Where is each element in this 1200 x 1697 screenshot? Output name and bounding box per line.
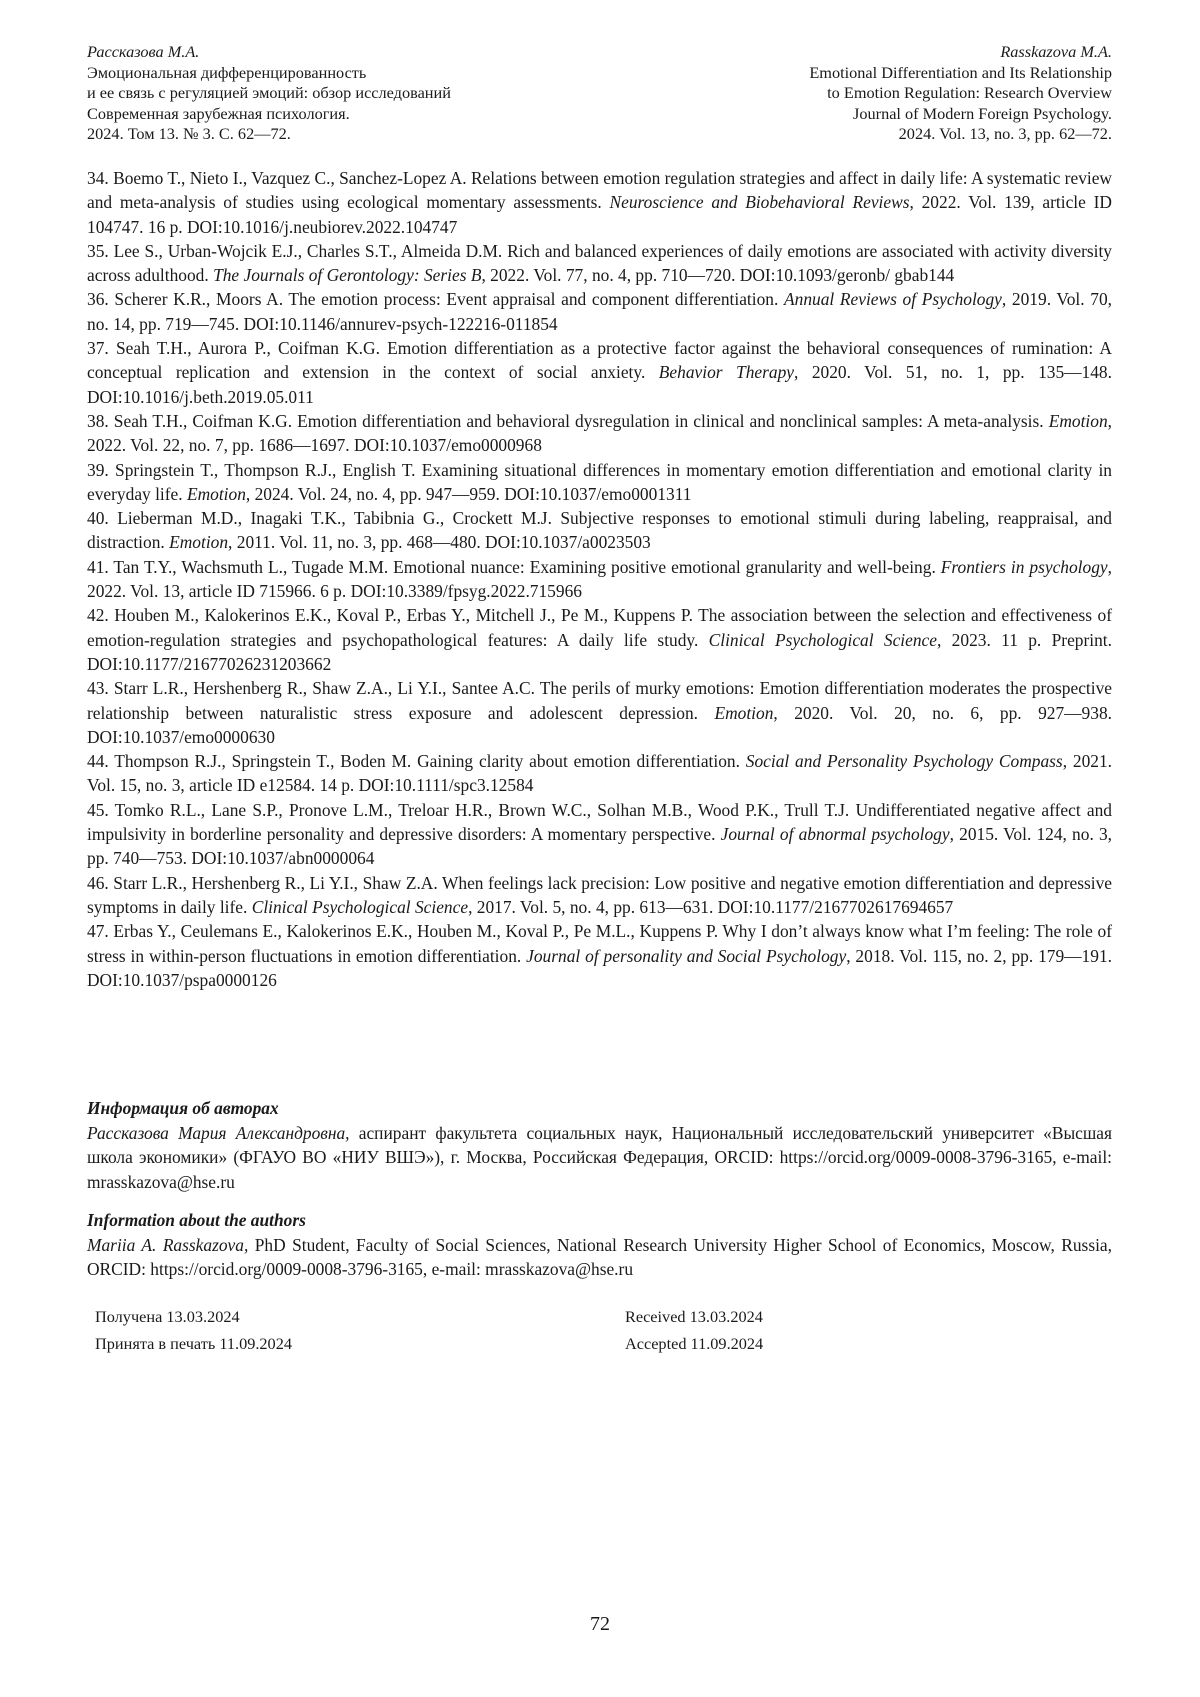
author-details-ru: аспирант факультета социальных наук, Национальный исследовательский университет «Высшая школа экономики» (ФГАУО ВО «НИУ ВШЭ»), г. Москва, Российская Федерация, ORCID: https://orcid.org/0009-0008-3796-3165, e-mail: mrasskazova@hse.ru xyxy=(87,1122,1112,1192)
dates-ru xyxy=(95,1303,292,1357)
accepted-date-ru: Принята в печать 11.09.2024 xyxy=(95,1334,292,1353)
ref-details: , 2024. Vol. 24, no. 4, pp. 947—959. DOI:10.1037/emo0001311 xyxy=(245,483,692,504)
ref-details: , 2017. Vol. 5, no. 4, pp. 613—631. DOI:10.1177/2167702617694657 xyxy=(468,896,954,917)
header-title-en-1: Emotional Differentiation and Its Relationship xyxy=(809,62,1112,82)
ref-journal: Emotion xyxy=(169,532,229,553)
author-name-ru: Рассказова Мария Александровна, xyxy=(87,1122,350,1143)
page-number: 72 xyxy=(590,1613,610,1635)
reference-item xyxy=(87,603,1112,676)
reference-list xyxy=(87,166,1112,992)
header-right xyxy=(809,42,1112,145)
ref-text: 46. Starr L.R., Hershenberg R., Li Y.I., Shaw Z.A. When feelings lack precision: Low positive and negative emotion differentiation and depressive symptoms in daily life. xyxy=(87,872,1112,917)
reference-item xyxy=(87,919,1112,992)
ref-journal: Annual Reviews of Psychology xyxy=(784,289,1002,310)
ref-details: , 2018. Vol. 115, no. 2, pp. 179—191. DOI:10.1037/pspa0000126 xyxy=(87,945,1112,990)
ref-details: , 2015. Vol. 124, no. 3, pp. 740—753. DOI:10.1037/abn0000064 xyxy=(87,824,1112,869)
ref-text: 37. Seah T.H., Aurora P., Coifman K.G. Emotion differentiation as a protective factor against the behavioral consequences of rumination: A conceptual replication and extension in the context of social anxiety. xyxy=(87,338,1112,383)
ref-journal: Emotion xyxy=(714,702,774,723)
header-issue-en: 2024. Vol. 13, no. 3, pp. 62—72. xyxy=(898,124,1112,144)
ref-journal: The Journals of Gerontology: Series B xyxy=(213,265,482,286)
ref-details: , 2011. Vol. 11, no. 3, pp. 468—480. DOI:10.1037/a0023503 xyxy=(228,532,651,553)
author-info-title-en: Information about the authors xyxy=(87,1210,306,1230)
ref-details: , 2020. Vol. 51, no. 1, pp. 135—148. DOI:10.1016/j.beth.2019.05.011 xyxy=(87,362,1112,407)
ref-details: , 2021. Vol. 15, no. 3, article ID e12584. 14 p. DOI:10.1111/spc3.12584 xyxy=(87,751,1112,796)
header-issue-ru: 2024. Том 13. № 3. С. 62—72. xyxy=(87,124,291,144)
reference-item xyxy=(87,871,1112,920)
reference-item xyxy=(87,749,1112,798)
ref-journal: Clinical Psychological Science xyxy=(251,896,469,917)
reference-item xyxy=(87,798,1112,871)
ref-text: 35. Lee S., Urban-Wojcik E.J., Charles S.T., Almeida D.M. Rich and balanced experiences of daily emotions are associated with activity diversity across adulthood. xyxy=(87,240,1112,286)
ref-journal: Clinical Psychological Science xyxy=(708,629,937,650)
running-header xyxy=(87,42,1112,152)
author-info-ru xyxy=(87,1096,1112,1194)
ref-journal: Frontiers in psychology xyxy=(940,556,1108,577)
ref-text: 40. Lieberman M.D., Inagaki T.K., Tabibnia G., Crockett M.J. Subjective responses to emotional stimuli during labeling, reappraisal, and distraction. xyxy=(87,508,1112,553)
author-info-body-en xyxy=(87,1233,1112,1282)
header-journal-ru: Современная зарубежная психология. xyxy=(87,103,350,123)
ref-text: 42. Houben M., Kalokerinos E.K., Koval P., Erbas Y., Mitchell J., Pe M., Kuppens P. The association between the selection and effectiveness of emotion-regulation strategies and psychopathological features: A daily life study. xyxy=(87,605,1112,650)
header-author-en: Rasskazova M.A. xyxy=(1000,42,1112,61)
ref-text: 39. Springstein T., Thompson R.J., English T. Examining situational differences in momentary emotion differentiation and emotional clarity in everyday life. xyxy=(87,459,1112,504)
ref-text: 44. Thompson R.J., Springstein T., Boden M. Gaining clarity about emotion differentiation. xyxy=(87,751,746,772)
received-date-en: Received 13.03.2024 xyxy=(625,1307,763,1326)
reference-item xyxy=(87,409,1112,458)
reference-item xyxy=(87,676,1112,749)
reference-item xyxy=(87,166,1112,239)
reference-item xyxy=(87,555,1112,604)
author-name-en: Mariia A. Rasskazova, xyxy=(87,1234,249,1255)
ref-details: , 2019. Vol. 70, no. 14, pp. 719—745. DOI:10.1146/annurev-psych-122216-011854 xyxy=(87,289,1112,334)
ref-journal: Emotion xyxy=(186,483,246,504)
ref-details: , 2022. Vol. 13, article ID 715966. 6 p. DOI:10.3389/fpsyg.2022.715966 xyxy=(87,556,1112,602)
author-info-body-ru xyxy=(87,1121,1112,1195)
ref-journal: Neuroscience and Biobehavioral Reviews xyxy=(609,192,910,213)
reference-item xyxy=(87,239,1112,288)
reference-item xyxy=(87,336,1112,409)
header-author-ru: Рассказова М.А. xyxy=(87,42,200,61)
header-left xyxy=(87,42,451,145)
ref-journal: Journal of abnormal psychology xyxy=(720,824,950,845)
ref-text: 43. Starr L.R., Hershenberg R., Shaw Z.A., Li Y.I., Santee A.C. The perils of murky emotions: Emotion differentiation moderates the prospective relationship between naturalistic stress exposure and adolescent depression. xyxy=(87,678,1112,723)
ref-journal: Social and Personality Psychology Compass xyxy=(745,751,1063,772)
ref-details: , 2022. Vol. 139, article ID 104747. 16 p. DOI:10.1016/j.neubiorev.2022.104747 xyxy=(87,192,1112,237)
ref-text: 36. Scherer K.R., Moors A. The emotion process: Event appraisal and component differentiation. xyxy=(87,289,784,310)
reference-item xyxy=(87,287,1112,336)
dates-en xyxy=(625,1303,763,1357)
ref-journal: Journal of personality and Social Psychology xyxy=(526,945,847,966)
ref-details: , 2023. 11 p. Preprint. DOI:10.1177/21677026231203662 xyxy=(87,629,1112,674)
header-title-en-2: to Emotion Regulation: Research Overview xyxy=(827,83,1112,103)
ref-text: 47. Erbas Y., Ceulemans E., Kalokerinos E.K., Houben M., Koval P., Pe M.L., Kuppens P. Why I don’t always know what I’m feeling: The role of stress in within-person fluctuations in emotion differentiation. xyxy=(87,921,1112,966)
header-journal-en: Journal of Modern Foreign Psychology. xyxy=(853,103,1112,123)
accepted-date-en: Accepted 11.09.2024 xyxy=(625,1334,764,1353)
reference-item xyxy=(87,506,1112,555)
header-title-ru-2: и ее связь с регуляцией эмоций: обзор исследований xyxy=(87,83,451,103)
ref-details: , 2022. Vol. 77, no. 4, pp. 710—720. DOI:10.1093/geronb/ gbab144 xyxy=(481,265,955,286)
ref-details: , 2022. Vol. 22, no. 7, pp. 1686—1697. DOI:10.1037/emo0000968 xyxy=(87,410,1112,456)
header-title-ru-1: Эмоциональная дифференцированность xyxy=(87,62,367,82)
ref-text: 45. Tomko R.L., Lane S.P., Pronove L.M., Treloar H.R., Brown W.C., Solhan M.B., Wood P.K., Trull T.J. Undifferentiated negative affect and impulsivity in borderline personality and depressive disorders: A momentary perspective. xyxy=(87,799,1112,845)
reference-item xyxy=(87,458,1112,507)
ref-journal: Behavior Therapy xyxy=(658,362,794,383)
ref-text: 38. Seah T.H., Coifman K.G. Emotion differentiation and behavioral dysregulation in clinical and nonclinical samples: A meta-analysis. xyxy=(87,410,1049,431)
ref-details: , 2020. Vol. 20, no. 6, pp. 927—938. DOI:10.1037/emo0000630 xyxy=(87,702,1112,747)
ref-text: 34. Boemo T., Nieto I., Vazquez C., Sanchez-Lopez A. Relations between emotion regulation strategies and affect in daily life: A systematic review and meta-analysis of studies using ecological momentary assessments. xyxy=(87,168,1112,213)
author-details-en: PhD Student, Faculty of Social Sciences, National Research University Higher School of Economics, Moscow, Russia, ORCID: https://orcid.org/0009-0008-3796-3165, e-mail: mrasskazova@hse.ru xyxy=(87,1234,1112,1279)
ref-journal: Emotion xyxy=(1048,410,1108,431)
received-date-ru: Получена 13.03.2024 xyxy=(95,1307,240,1326)
author-info-en xyxy=(87,1208,1112,1282)
author-info-title-ru: Информация об авторах xyxy=(87,1098,279,1118)
ref-text: 41. Tan T.Y., Wachsmuth L., Tugade M.M. Emotional nuance: Examining positive emotional granularity and well-being. xyxy=(87,556,941,577)
